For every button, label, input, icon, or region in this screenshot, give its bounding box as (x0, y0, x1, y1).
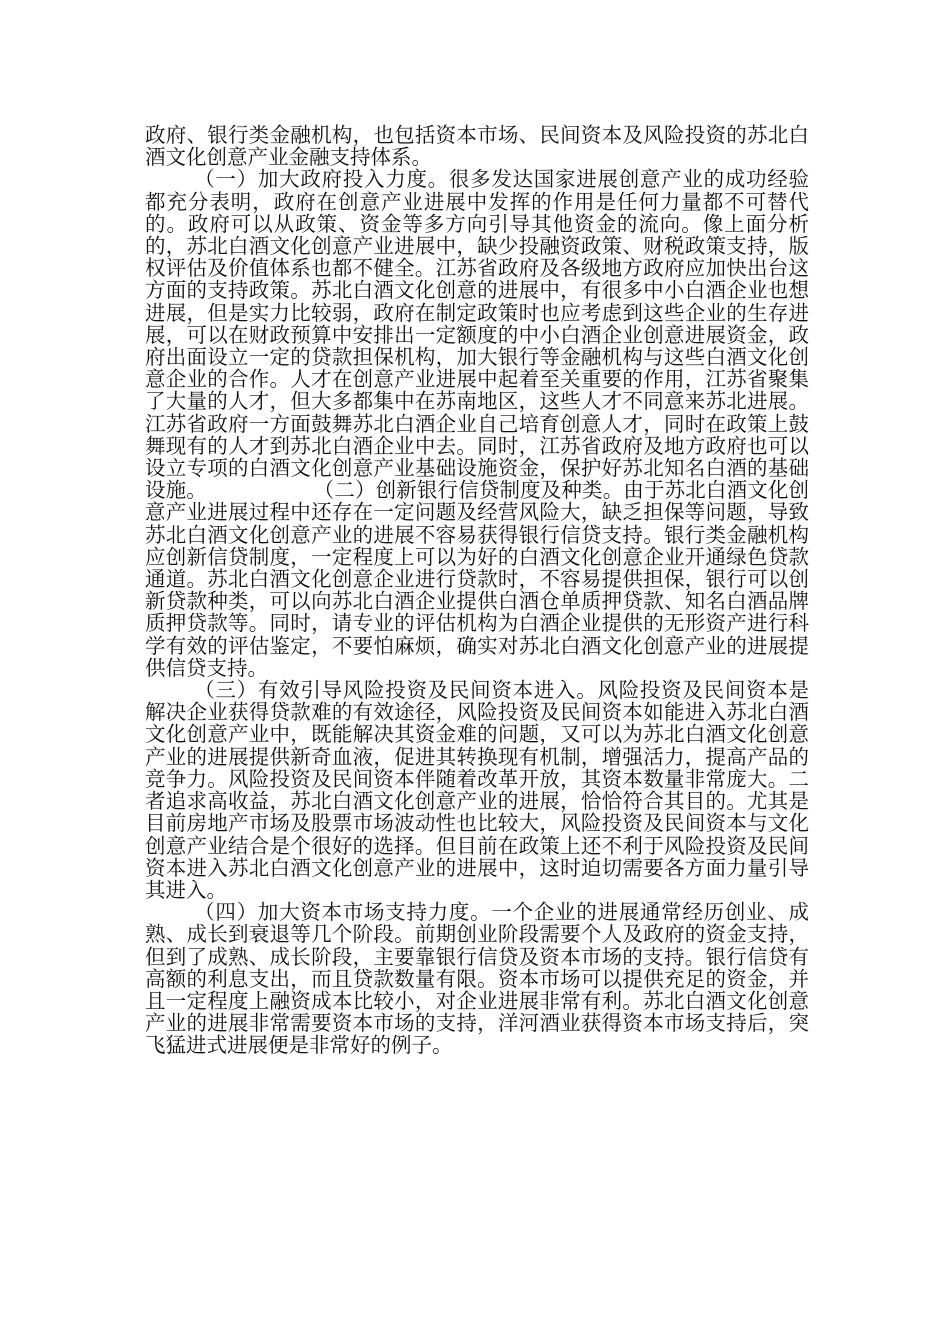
paragraph-bank-credit: （二）创新银行信贷制度及种类。由于苏北白酒文化创意产业进展过程中还存在一定问题及经营风险大，缺乏担保等问题，导致苏北白酒文化创意产业的进展不容易获得银行信贷支持。银行类金融机构应创新信贷制度，一定程度上可以为好的白酒文化创意企业开通绿色贷款通道。苏北白酒文化创意企业进行贷款时，不容易提供担保，银行可以创新贷款种类，可以向苏北白酒企业提供白酒仓单质押贷款、知名白酒品牌质押贷款等。同时，请专业的评估机构为白酒企业提供的无形资产进行科学有效的评估鉴定，不要怕麻烦，确实对苏北白酒文化创意产业的进展提供信贷支持。 (145, 478, 810, 680)
paragraph-continued: 政府、银行类金融机构，也包括资本市场、民间资本及风险投资的苏北白酒文化创意产业金融支持体系。 (145, 123, 809, 170)
paragraph-government-investment (145, 168, 809, 679)
paragraph-text: （一）加大政府投入力度。很多发达国家进展创意产业的成功经验都充分表明，政府在创意产业进展中发挥的作用是任何力量都不可替代的。政府可以从政策、资金等多方向引导其他资金的流向。像上面分析的，苏北白酒文化创意产业进展中，缺少投融资政策、财税政策支持，版权评估及价值体系也都不健全。江苏省政府及各级地方政府应加快出台这方面的支持政策。苏北白酒文化创意的进展中，有很多中小白酒企业也想进展，但是实力比较弱，政府在制定政策时也应考虑到这些企业的生存进展，可以在财政预算中安排出一定额度的中小白酒企业创意进展资金，政府出面设立一定的贷款担保机构，加大银行等金融机构与这些白酒文化创意企业的合作。人才在创意产业进展中起着至关重要的作用，江苏省聚集了大量的人才，但大多都集中在苏南地区，这些人才不同意来苏北进展。江苏省政府一方面鼓舞苏北白酒企业自己培育创意人才，同时在政策上鼓舞现有的人才到苏北白酒企业中去。同时，江苏省政府及地方政府也可以设立专项的白酒文化创意产业基础设施资金，保护好苏北知名白酒的基础设施。 (145, 167, 809, 503)
paragraph-venture-capital: （三）有效引导风险投资及民间资本进入。风险投资及民间资本是解决企业获得贷款难的有效途径，风险投资及民间资本如能进入苏北白酒文化创意产业中，既能解决其资金难的问题，又可以为苏北白酒文化创意产业的进展提供新奇血液，促进其转换现有机制，增强活力，提高产品的竞争力。风险投资及民间资本伴随着改革开放，其资本数量非常庞大。二者追求高收益，苏北白酒文化创意产业的进展，恰恰符合其目的。尤其是目前房地产市场及股票市场波动性也比较大，风险投资及民间资本与文化创意产业结合是个很好的选择。但目前在政策上还不利于风险投资及民间资本进入苏北白酒文化创意产业的进展中，这时迫切需要各方面力量引导其进入。 (145, 678, 809, 902)
body-text (145, 124, 809, 1057)
paragraph-capital-market: （四）加大资本市场支持力度。一个企业的进展通常经历创业、成熟、成长到衰退等几个阶段。前期创业阶段需要个人及政府的资金支持，但到了成熟、成长阶段，主要靠银行信贷及资本市场的支持。银行信贷有高额的利息支出，而且贷款数量有限。资本市场可以提供充足的资金，并且一定程度上融资成本比较小，对企业进展非常有利。苏北白酒文化创意产业的进展非常需要资本市场的支持，洋河酒业获得资本市场支持后，突飞猛进式进展便是非常好的例子。 (145, 900, 809, 1058)
